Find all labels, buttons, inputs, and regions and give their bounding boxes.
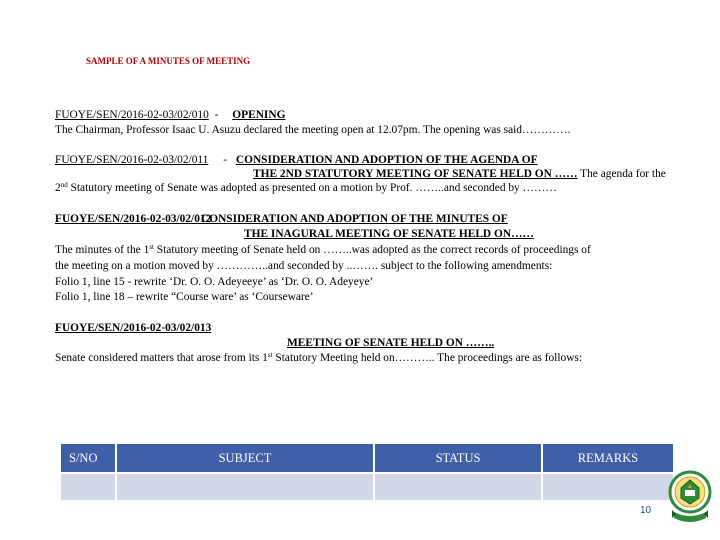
item-opening-header: [55, 108, 285, 122]
proceedings-table: [59, 442, 675, 502]
item-body-text: Senate considered matters that arose from its 1: [55, 352, 268, 364]
item-body-text: Statutory Meeting held on……….. The proceedings are as follows:: [272, 352, 583, 364]
document-heading: SAMPLE OF A MINUTES OF MEETING: [86, 56, 251, 66]
item-minutes-amendment-2: Folio 1, line 18 – rewrite “Course ware’ as ‘Courseware’: [55, 291, 314, 303]
item-minutes-code: FUOYE/SEN/2016-02-03/02/012: [55, 213, 212, 225]
item-minutes-amendment-1: Folio 1, line 15 - rewrite ‘Dr. O. O. Adeyeeye’ as ‘Dr. O. O. Adeyeye’: [55, 276, 374, 288]
table-row: [60, 473, 674, 501]
column-header-status: STATUS: [374, 443, 542, 473]
table-cell: [60, 473, 116, 501]
item-agenda-header: [55, 153, 538, 167]
item-opening-body: The Chairman, Professor Isaac U. Asuzu declared the meeting open at 12.07pm. The opening was said………….: [55, 124, 571, 136]
item-matters-title: MEETING OF SENATE HELD ON ……..: [287, 337, 495, 349]
table-header-row: [60, 443, 674, 473]
ordinal-suffix: nd: [60, 181, 68, 189]
item-agenda-body-start: The agenda for the: [577, 168, 666, 180]
item-body-text: The minutes of the 1: [55, 244, 150, 256]
item-minutes-body-line1: [55, 243, 591, 257]
item-minutes-title: CONSIDERATION AND ADOPTION OF THE MINUTES OF: [201, 213, 508, 225]
item-title-continued: THE 2ND STATUTORY MEETING OF SENATE HELD ON ……: [253, 168, 578, 180]
item-body-text: Statutory meeting of Senate held on ……..was adopted as the correct records of proceedings of: [153, 244, 591, 256]
column-header-subject: SUBJECT: [116, 443, 374, 473]
university-seal-logo: [668, 468, 712, 530]
item-title: CONSIDERATION AND ADOPTION OF THE AGENDA OF: [235, 154, 538, 166]
item-code: FUOYE/SEN/2016-02-03/02/010: [55, 109, 209, 121]
item-code: FUOYE/SEN/2016-02-03/02/011: [55, 154, 209, 166]
ordinal-suffix: st: [267, 351, 273, 359]
table-cell: [542, 473, 674, 501]
table-cell: [116, 473, 374, 501]
item-dash: -: [211, 109, 222, 121]
table-cell: [374, 473, 542, 501]
item-dash: -: [220, 154, 230, 166]
item-body-text: Statutory meeting of Senate was adopted as presented on a motion by Prof. ……..and seconded by ………: [67, 182, 557, 194]
item-agenda-header-line2: [253, 167, 666, 181]
column-header-sno: S/NO: [60, 443, 116, 473]
item-minutes-body-line2: the meeting on a motion moved by …………..and seconded by ..……. subject to the following amendments:: [55, 260, 553, 272]
item-agenda-body: [55, 181, 557, 195]
item-title: OPENING: [232, 109, 286, 121]
item-matters-body: [55, 351, 582, 365]
item-matters-code: FUOYE/SEN/2016-02-03/02/013: [55, 322, 212, 334]
page-number: 10: [640, 505, 652, 516]
ordinal-suffix: st: [149, 243, 154, 251]
item-minutes-title-line2: THE INAGURAL MEETING OF SENATE HELD ON……: [244, 228, 534, 240]
ordinal-number: 2: [55, 182, 61, 194]
column-header-remarks: REMARKS: [542, 443, 674, 473]
